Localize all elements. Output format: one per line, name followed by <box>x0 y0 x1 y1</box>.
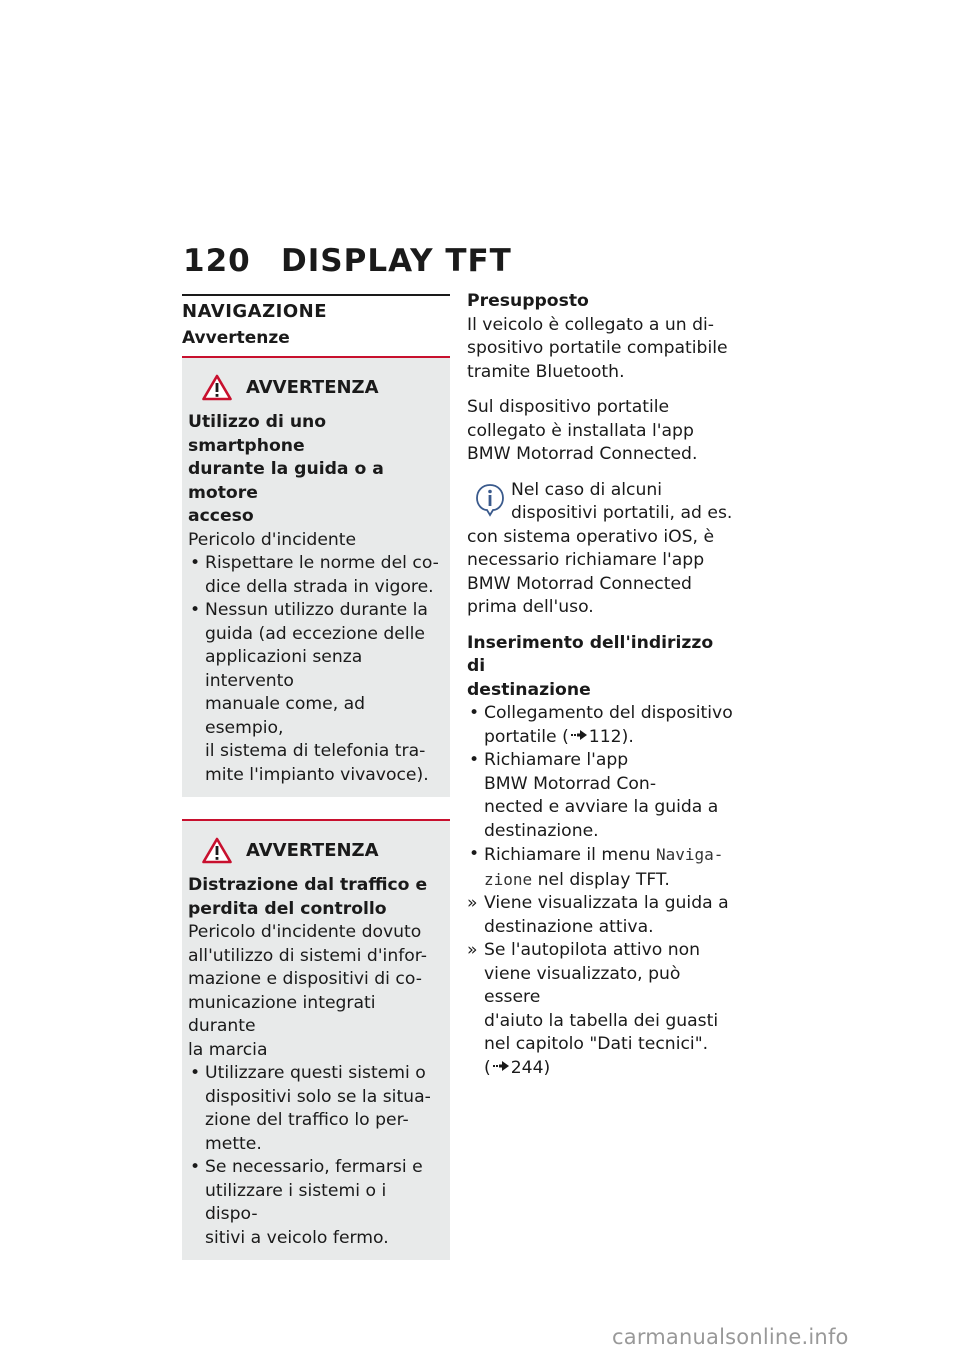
list-item-line: • Richiamare l'app <box>484 750 629 770</box>
list-item-line: mite l'impianto vivavoce). <box>205 764 429 785</box>
warning-description: Pericolo d'incidente <box>188 529 357 550</box>
page-ref-arrow-icon <box>571 730 587 740</box>
warning-header <box>188 374 444 401</box>
title-line: Inserimento dell'indirizzo di <box>467 632 714 676</box>
warning-box-1 <box>182 358 450 797</box>
warning-label: AVVERTENZA <box>246 376 379 398</box>
text-line: tramite Bluetooth. <box>467 361 625 382</box>
list-item <box>467 749 735 843</box>
list-item <box>467 939 735 1080</box>
watermark: carmanualsonline.info <box>612 1325 849 1349</box>
warning-title-line: Utilizzo di uno smartphone <box>188 412 327 456</box>
text-line: collegato è installata l'app <box>467 420 694 441</box>
list-item-line <box>484 868 735 893</box>
text-line: Il veicolo è collegato a un di- <box>467 314 714 335</box>
list-item-line <box>484 726 735 750</box>
warning-title-line: durante la guida o a motore <box>188 459 384 503</box>
step-list <box>467 702 735 892</box>
text-span: Richiamare il menu <box>484 845 656 865</box>
subsection-title: Avvertenze <box>182 327 290 348</box>
list-item-line: manuale come, ad esempio, <box>205 694 366 738</box>
text-line: Sul dispositivo portatile <box>467 397 670 417</box>
warning-description <box>188 921 444 1062</box>
text-span: portatile ( <box>484 726 569 747</box>
list-item-line: dice della strada in vigore. <box>205 576 434 597</box>
info-note <box>467 479 735 620</box>
chapter-title: DISPLAY TFT <box>281 243 512 279</box>
prereq-title: Presupposto <box>467 291 589 311</box>
app-text <box>467 396 735 467</box>
warning-title-line: acceso <box>188 506 254 526</box>
left-column <box>182 294 450 1260</box>
list-item-line: utilizzare i sistemi o i dispo- <box>205 1180 387 1224</box>
text-span: ( <box>484 1057 491 1078</box>
destination-title <box>467 632 735 703</box>
warning-header <box>188 837 444 864</box>
list-item-line: viene visualizzato, può essere <box>484 963 681 1007</box>
list-item-line: nected e avviare la guida a <box>484 797 719 817</box>
list-item-line: il sistema di telefonia tra- <box>205 741 426 761</box>
description-line: la marcia <box>188 1039 268 1060</box>
warning-box-2 <box>182 821 450 1260</box>
list-item-line: • Utilizzare questi sistemi o <box>205 1063 426 1083</box>
list-item-line: d'aiuto la tabella dei guasti <box>484 1010 719 1031</box>
list-item-line: zione del traffico lo per- <box>205 1110 409 1130</box>
description-line: mazione e dispositivi di co- <box>188 969 422 989</box>
note-line: dispositivi portatili, ad es. <box>511 503 733 523</box>
list-item <box>467 843 735 892</box>
page-ref-link[interactable]: 244 <box>510 1057 544 1078</box>
warning-bullets <box>188 552 444 787</box>
warning-label: AVVERTENZA <box>246 839 379 861</box>
text-line: BMW Motorrad Connected. <box>467 444 698 464</box>
list-item <box>188 1156 444 1250</box>
note-line: BMW Motorrad Connected <box>467 573 692 594</box>
info-icon <box>475 483 505 517</box>
warning-title <box>188 411 444 529</box>
list-item-line: • Rispettare le norme del co- <box>205 553 439 573</box>
text-span: ) <box>543 1057 551 1078</box>
list-item-line: sitivi a veicolo fermo. <box>205 1227 389 1248</box>
warning-triangle-icon <box>202 837 232 864</box>
text-span: nel display TFT. <box>532 869 670 890</box>
note-line: Nel caso di alcuni <box>511 479 663 500</box>
page-header <box>183 243 512 279</box>
list-item <box>188 552 444 599</box>
list-item <box>188 1062 444 1156</box>
warning-spacer <box>182 797 450 819</box>
warning-triangle-icon <box>202 374 232 401</box>
menu-name: zione <box>484 869 533 889</box>
list-item-line: mette. <box>205 1133 262 1154</box>
list-item-line: destinazione. <box>484 820 599 841</box>
description-line: municazione integrati durante <box>188 992 376 1036</box>
text-span: ). <box>621 726 634 747</box>
list-item-line: guida (ad eccezione delle <box>205 623 425 644</box>
list-item-line: destinazione attiva. <box>484 916 654 937</box>
list-item-line: dispositivi solo se la situa- <box>205 1086 431 1107</box>
list-item-line: • Se necessario, fermarsi e <box>205 1157 423 1177</box>
list-item-line: nel capitolo "Dati tecnici". <box>484 1034 709 1054</box>
list-item-line: • Collegamento del dispositivo <box>484 703 733 723</box>
list-item-line: » Viene visualizzata la guida a <box>484 893 729 913</box>
page-ref-arrow-icon <box>493 1061 509 1071</box>
list-item <box>467 702 735 749</box>
list-item-line <box>484 843 735 868</box>
warning-bullets <box>188 1062 444 1250</box>
result-list <box>467 892 735 1080</box>
list-item <box>188 599 444 787</box>
list-item-line: • Nessun utilizzo durante la <box>205 600 428 620</box>
list-item <box>467 892 735 939</box>
warning-title-line: perdita del controllo <box>188 898 387 919</box>
note-line: con sistema operativo iOS, è <box>467 526 715 547</box>
list-item-line: applicazioni senza intervento <box>205 647 363 691</box>
description-line: Pericolo d'incidente dovuto <box>188 922 422 942</box>
description-line: all'utilizzo di sistemi d'infor- <box>188 945 427 966</box>
list-item-line <box>484 1057 735 1081</box>
prereq-text <box>467 314 735 385</box>
menu-name: Naviga- <box>655 845 724 864</box>
section-rule <box>182 294 450 296</box>
section-title: NAVIGAZIONE <box>182 301 328 322</box>
note-line: prima dell'uso. <box>467 597 594 617</box>
note-line: necessario richiamare l'app <box>467 550 705 570</box>
page-ref-link[interactable]: 112 <box>588 726 622 747</box>
right-column <box>467 290 735 1080</box>
warning-title <box>188 874 444 921</box>
list-item-line: » Se l'autopilota attivo non <box>484 940 701 960</box>
text-line: spositivo portatile compatibile <box>467 338 728 358</box>
note-continuation <box>467 526 735 620</box>
list-item-line: BMW Motorrad Con- <box>484 773 657 794</box>
page-number: 120 <box>183 243 251 279</box>
warning-title-line: Distrazione dal traffico e <box>188 875 428 895</box>
title-line: destinazione <box>467 679 591 700</box>
